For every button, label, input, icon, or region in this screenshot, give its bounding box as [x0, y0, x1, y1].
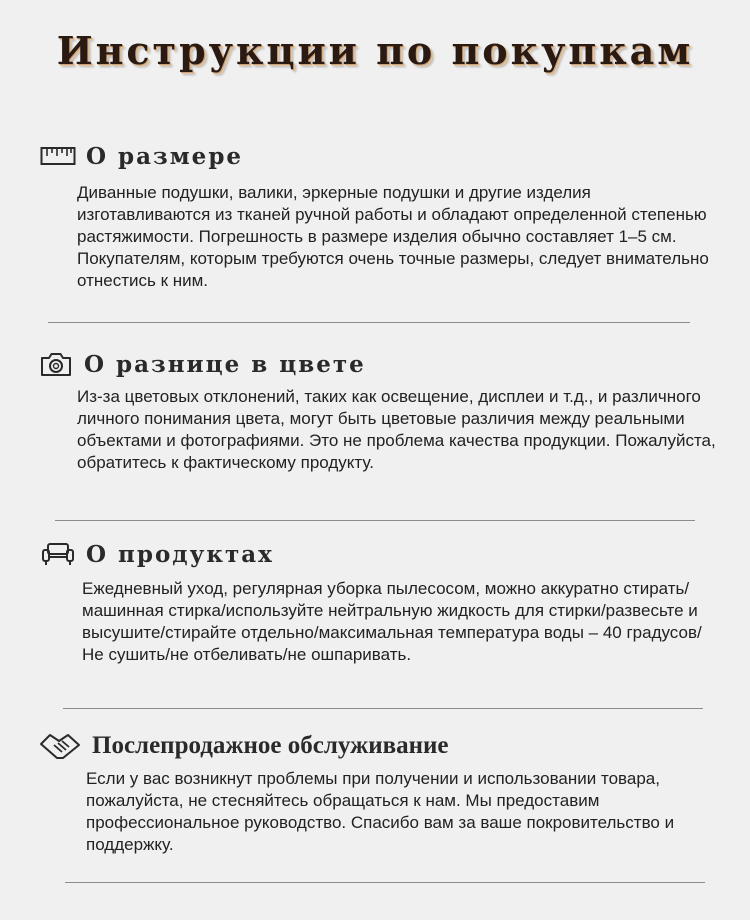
section-title: О размере	[86, 142, 244, 170]
camera-icon	[38, 348, 74, 380]
section-text: Диванные подушки, валики, эркерные подушки и другие изделия изготавливаются из тканей ручной работы и обладают определенной степенью растяжимости. Погрешность в размере изделия обычно составляет 1–5 см. Покупателям, которым требуются очень точные размеры, следует внимательно отнестись к ним.	[77, 183, 709, 290]
section-header	[40, 138, 710, 174]
section-products	[40, 536, 720, 666]
section-header	[38, 346, 718, 382]
page-title: Инструкции по покупкам	[56, 28, 694, 73]
section-text: Из-за цветовых отклонений, таких как освещение, дисплеи и т.д., и различного личного понимания цвета, могут быть цветовые различия между реальными объектами и фотографиями. Это не проблема качества продукции. Пожалуйста, обратитесь к фактическому продукту.	[77, 387, 716, 472]
section-title: О продуктах	[86, 540, 274, 568]
handshake-icon	[38, 730, 82, 762]
section-size	[40, 138, 710, 292]
section-header	[38, 728, 718, 764]
ruler-icon	[40, 140, 76, 172]
section-color	[38, 346, 718, 474]
section-title: Послепродажное обслуживание	[92, 732, 449, 759]
divider	[65, 882, 705, 883]
divider	[55, 520, 695, 521]
divider	[63, 708, 703, 709]
section-text: Ежедневный уход, регулярная уборка пылесосом, можно аккуратно стирать/машинная стирка/используйте нейтральную жидкость для стирки/развесьте и высушите/стирайте отдельно/максимальная температура воды – 40 градусов/Не сушить/не отбеливать/не ошпаривать.	[82, 579, 702, 664]
section-header	[40, 536, 720, 572]
sofa-icon	[40, 538, 76, 570]
section-after-sales	[38, 728, 718, 856]
section-text: Если у вас возникнут проблемы при получении и использовании товара, пожалуйста, не стесняйтесь обращаться к нам. Мы предоставим профессиональное руководство. Спасибо вам за ваше покровительство и поддержку.	[86, 769, 675, 854]
divider	[48, 322, 690, 323]
section-title: О разнице в цвете	[84, 350, 366, 378]
